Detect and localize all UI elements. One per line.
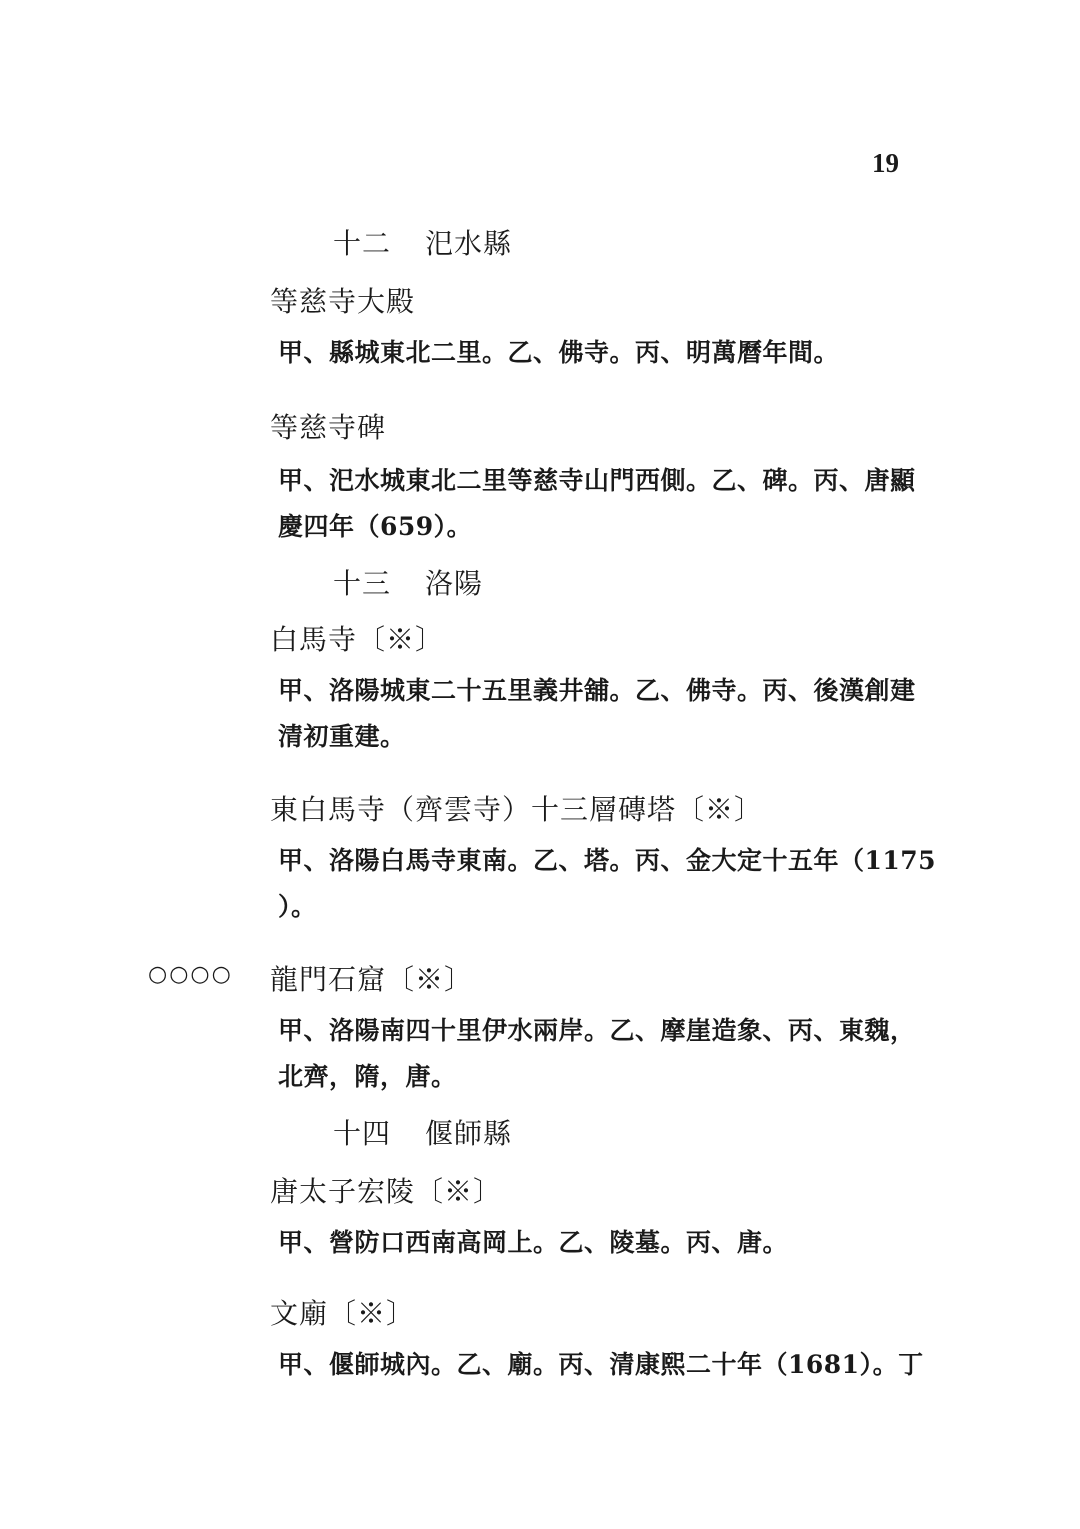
circle-marks: ○○○○	[148, 962, 233, 987]
entry-title: 東白馬寺（齊雲寺）十三層磚塔〔※〕	[270, 793, 764, 826]
section-name: 洛陽	[425, 567, 484, 600]
entry-line: ）。	[278, 892, 317, 921]
entry-line: 甲、洛陽南四十里伊水兩岸。乙、摩崖造象、丙、東魏，	[278, 1016, 916, 1045]
entry-body	[278, 838, 960, 930]
section-number: 十二	[333, 227, 392, 260]
section-heading	[333, 1112, 512, 1152]
entry-title: 龍門石窟〔※〕	[270, 963, 474, 996]
page-number: 19	[872, 148, 899, 178]
entry-body	[278, 1342, 960, 1388]
entry-line: 甲、營防口西南高岡上。乙、陵墓。丙、唐。	[278, 1228, 789, 1257]
section-name: 汜水縣	[425, 227, 513, 260]
entry-title: 文廟〔※〕	[270, 1297, 416, 1330]
section-heading	[333, 222, 512, 262]
entry-line: 慶四年（659）。	[278, 512, 473, 541]
entry-body	[278, 1008, 960, 1100]
entry-title: 等慈寺碑	[270, 411, 387, 444]
entry-line: 甲、汜水城東北二里等慈寺山門西側。乙、碑。丙、唐顯	[278, 466, 916, 495]
entry-body	[278, 1220, 960, 1266]
section-name: 偃師縣	[425, 1117, 513, 1150]
section-heading	[333, 562, 483, 602]
entry-body	[278, 330, 960, 376]
entry-line: 甲、洛陽城東二十五里義井舖。乙、佛寺。丙、後漢創建	[278, 676, 916, 705]
section-number: 十三	[333, 567, 392, 600]
entry-line: 甲、偃師城內。乙、廟。丙、清康熙二十年（1681）。丁	[278, 1350, 924, 1379]
entry-body	[278, 668, 960, 760]
entry-title: 等慈寺大殿	[270, 285, 416, 318]
entry-title: 白馬寺〔※〕	[270, 623, 445, 656]
section-number: 十四	[333, 1117, 392, 1150]
entry-body	[278, 458, 960, 550]
entry-line: 清初重建。	[278, 722, 406, 751]
entry-line: 北齊，隋，唐。	[278, 1062, 457, 1091]
entry-line: 甲、縣城東北二里。乙、佛寺。丙、明萬曆年間。	[278, 338, 840, 367]
entry-line: 甲、洛陽白馬寺東南。乙、塔。丙、金大定十五年（1175	[278, 846, 937, 875]
entry-title: 唐太子宏陵〔※〕	[270, 1175, 503, 1208]
